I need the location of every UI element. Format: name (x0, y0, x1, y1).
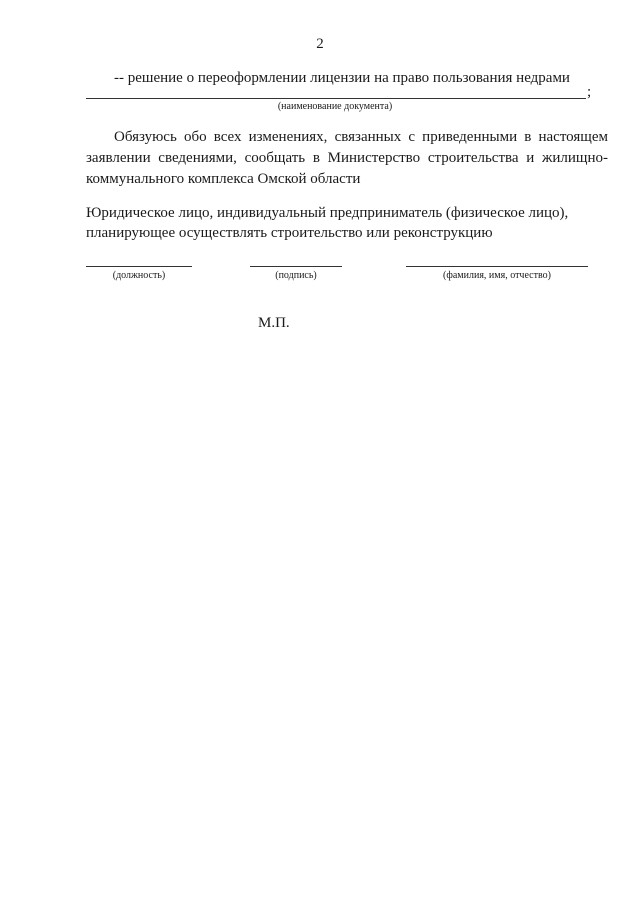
document-name-blank-line (86, 98, 586, 99)
document-name-semicolon: ; (587, 84, 592, 100)
full-name-caption: (фамилия, имя, отчество) (443, 270, 551, 281)
position-caption: (должность) (112, 270, 166, 281)
signature-caption: (подпись) (275, 270, 317, 281)
document-name-caption: (наименование документа) (277, 101, 393, 112)
entity-paragraph-line-2: планирующее осуществлять строительство или реконструкцию (86, 225, 493, 241)
commitment-paragraph: Обязуюсь обо всех изменениях, связанных с приведенными в настоящем заявлении сведениями, сообщать в Министерство строительства и жилищно-коммунального комплекса Омской области (86, 129, 608, 187)
decision-line: -- решение о переоформлении лицензии на право пользования недрами (114, 70, 570, 86)
entity-paragraph-line-1: Юридическое лицо, индивидуальный предприниматель (физическое лицо), (86, 205, 569, 221)
full-name-blank-line (406, 266, 588, 267)
signature-blank-line (250, 266, 342, 267)
entity-paragraph (86, 203, 608, 243)
position-blank-line (86, 266, 192, 267)
page-number: 2 (316, 36, 324, 52)
stamp-place-label: М.П. (258, 315, 290, 331)
